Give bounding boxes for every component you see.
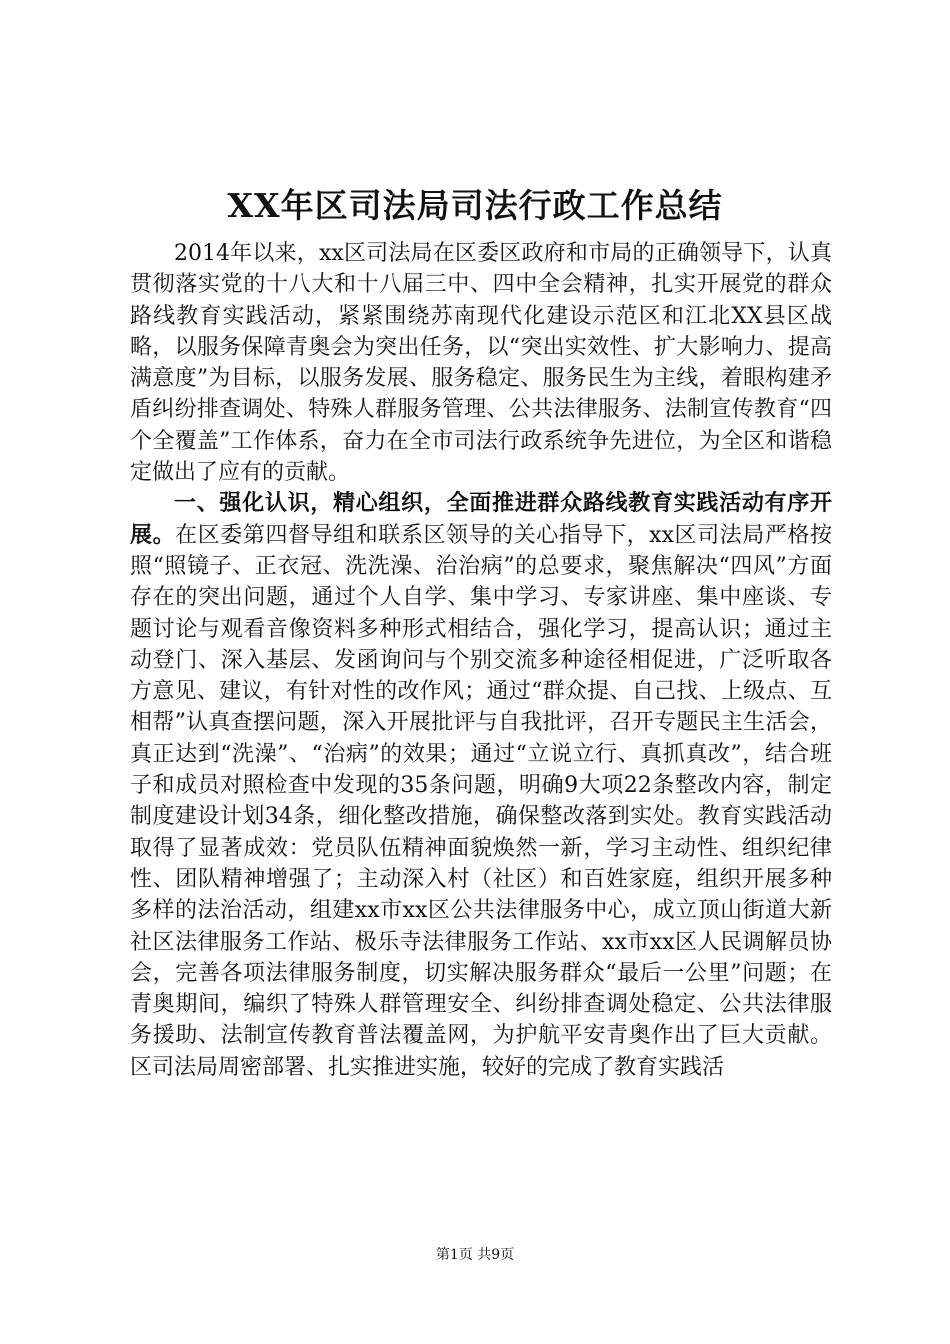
document-body <box>130 238 832 1083</box>
section-1-body: 在区委第四督导组和联系区领导的关心指导下，xx区司法局严格按照“照镜子、正衣冠、洗洗澡、治治病”的总要求，聚焦解决“四风”方面存在的突出问题，通过个人自学、集中学习、专家讲座、集中座谈、专题讨论与观看音像资料多种形式相结合，强化学习，提高认识；通过主动登门、深入基层、发函询问与个别交流多种途径相促进，广泛听取各方意见、建议，有针对性的改作风；通过“群众提、自己找、上级点、互相帮”认真查摆问题，深入开展批评与自我批评，召开专题民主生活会，真正达到“洗澡”、“治病”的效果；通过“立说立行、真抓真改”，结合班子和成员对照检查中发现的35条问题，明确9大项22条整改内容，制定制度建设计划34条，细化整改措施，确保整改落到实处。教育实践活动取得了显著成效：党员队伍精神面貌焕然一新，学习主动性、组织纪律性、团队精神增强了；主动深入村（社区）和百姓家庭，组织开展多种多样的法治活动，组建xx市xx区公共法律服务中心，成立顶山街道大新社区法律服务工作站、极乐寺法律服务工作站、xx市xx区人民调解员协会，完善各项法律服务制度，切实解决服务群众“最后一公里”问题；在青奥期间，编织了特殊人群管理安全、纠纷排查调处稳定、公共法律服务援助、法制宣传教育普法覆盖网，为护航平安青奥作出了巨大贡献。区司法局周密部署、扎实推进实施，较好的完成了教育实践活 <box>130 522 832 1080</box>
section-1-heading: 一、强化认识，精心组织，全面推进群众路线教育实践活动有序开展。 <box>130 490 832 548</box>
page-number: 第1页 共9页 <box>435 1247 515 1263</box>
section-1-paragraph <box>130 488 832 1083</box>
document-title: XX年区司法局司法行政工作总结 <box>227 186 723 225</box>
intro-paragraph: 2014年以来，xx区司法局在区委区政府和市局的正确领导下，认真贯彻落实党的十八大和十八届三中、四中全会精神，扎实开展党的群众路线教育实践活动，紧紧围绕苏南现代化建设示范区和江北XX县区战略，以服务保障青奥会为突出任务，以“突出实效性、扩大影响力、提高满意度”为目标，以服务发展、服务稳定、服务民生为主线，着眼构建矛盾纠纷排查调处、特殊人群服务管理、公共法律服务、法制宣传教育“四个全覆盖”工作体系，奋力在全市司法行政系统争先进位，为全区和谐稳定做出了应有的贡献。 <box>130 241 832 486</box>
